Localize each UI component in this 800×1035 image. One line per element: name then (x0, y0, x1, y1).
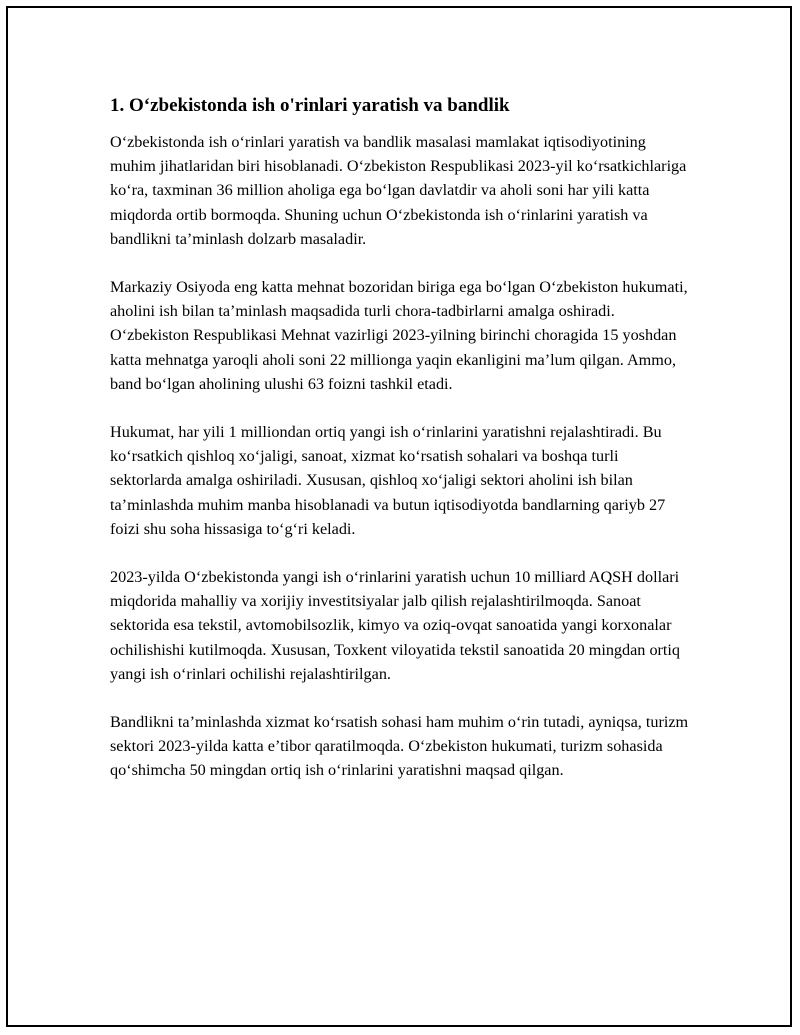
paragraph-5: Bandlikni ta’minlashda xizmat ko‘rsatish sohasi ham muhim o‘rin tutadi, ayniqsa, turizm sektori 2023-yilda katta e’tibor qaratilmoqda. O‘zbekiston hukumati, turizm sohasida qo‘shimcha 50 mingdan ortiq ish o‘rinlarini yaratishni maqsad qilgan. (110, 713, 689, 780)
document-body (110, 93, 690, 807)
paragraph-1: O‘zbekistonda ish o‘rinlari yaratish va bandlik masalasi mamlakat iqtisodiyotining muhim jihatlaridan biri hisoblanadi. O‘zbekiston Respublikasi 2023-yil ko‘rsatkichlariga ko‘ra, taxminan 36 million aholiga ega bo‘lgan davlatdir va aholi soni har yili katta miqdorda ortib bormoqda. Shuning uchun O‘zbekistonda ish o‘rinlarini yaratish va bandlikni ta’minlash dolzarb masaladir. (110, 133, 687, 248)
paragraph-2: Markaziy Osiyoda eng katta mehnat bozoridan biriga ega bo‘lgan O‘zbekiston hukumati, aholini ish bilan ta’minlash maqsadida turli chora-tadbirlarni amalga oshiradi. O‘zbekiston Respublikasi Mehnat vazirligi 2023-yilning birinchi choragida 15 yoshdan katta mehnatga yaroqli aholi soni 22 millionga yaqin ekanligini ma’lum qilgan. Ammo, band bo‘lgan aholining ulushi 63 foizni tashkil etadi. (110, 278, 688, 393)
paragraph-3: Hukumat, har yili 1 milliondan ortiq yangi ish o‘rinlarini yaratishni rejalashtiradi. Bu ko‘rsatkich qishloq xo‘jaligi, sanoat, xizmat ko‘rsatish sohalari va boshqa turli sektorlarda amalga oshiriladi. Xususan, qishloq xo‘jaligi sektori aholini ish bilan ta’minlashda muhim manba hisoblanadi va butun iqtisodiyotda bandlarning qariyb 27 foizi shu soha hissasiga to‘g‘ri keladi. (110, 423, 666, 538)
paragraph-4: 2023-yilda O‘zbekistonda yangi ish o‘rinlarini yaratish uchun 10 milliard AQSH dollari miqdorida mahalliy va xorijiy investitsiyalar jalb qilish rejalashtirilmoqda. Sanoat sektorida esa tekstil, avtomobilsozlik, kimyo va oziq-ovqat sanoatida yangi korxonalar ochilishishi kutilmoqda. Xususan, Toxkent viloyatida tekstil sanoatida 20 mingdan ortiq yangi ish o‘rinlari ochilishi rejalashtirilgan. (110, 568, 681, 683)
section-heading: 1. O‘zbekistonda ish o'rinlari yaratish va bandlik (110, 95, 510, 116)
